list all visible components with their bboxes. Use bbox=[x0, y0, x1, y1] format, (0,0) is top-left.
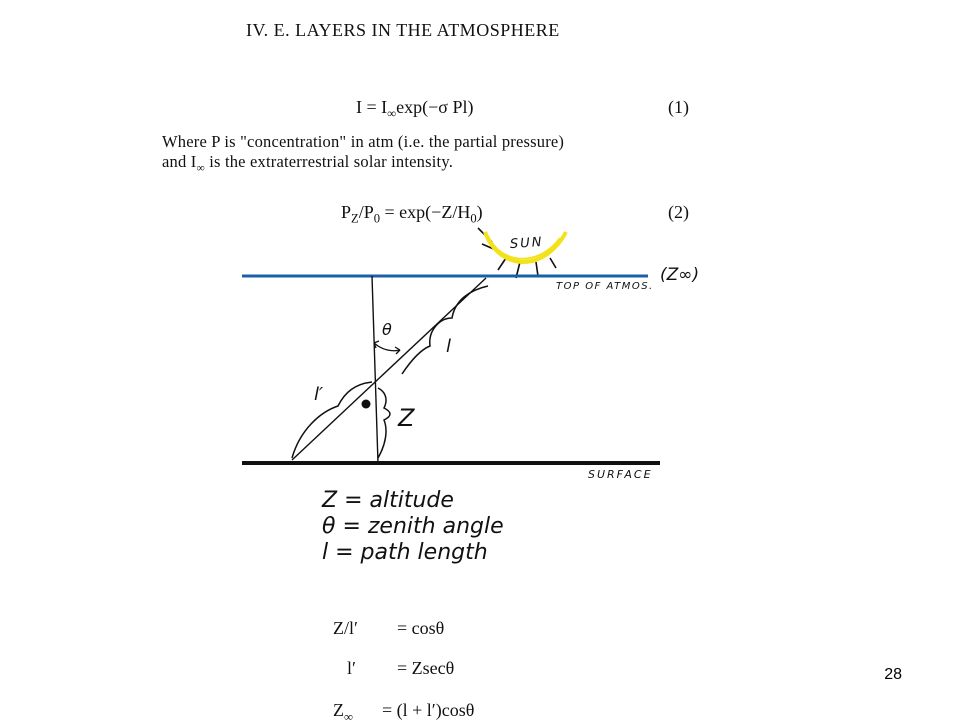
eq1-base: I = I bbox=[356, 97, 388, 117]
sun-label: SUN bbox=[509, 234, 544, 253]
eq2-p0-sub: 0 bbox=[373, 211, 381, 226]
eq4-lhs: l′ bbox=[347, 658, 356, 678]
theta-label: θ bbox=[382, 320, 392, 339]
eq2-rest: = exp(−Z/H bbox=[380, 202, 471, 222]
eq5-rhs: = (l + l′)cosθ bbox=[382, 700, 475, 720]
paragraph-line-2-b: is the extraterrestrial solar intensity. bbox=[204, 152, 454, 171]
slide-number: 28 bbox=[884, 666, 902, 683]
theta-arc bbox=[374, 343, 400, 351]
paragraph-line-1: Where P is "concentration" in atm (i.e. the partial pressure) bbox=[162, 132, 565, 151]
paragraph-line-2-sub: ∞ bbox=[196, 162, 205, 175]
top-of-atmosphere-label: TOP OF ATMOS. bbox=[556, 281, 654, 292]
page-title: IV. E. LAYERS IN THE ATMOSPHERE bbox=[246, 20, 560, 40]
paragraph-line-2-a: and I bbox=[162, 152, 197, 171]
eq5-lhs-a: Z bbox=[333, 700, 344, 720]
equation-2-number: (2) bbox=[668, 202, 689, 222]
vertical-line bbox=[372, 276, 378, 463]
eq1-rest: exp(−σ Pl) bbox=[396, 97, 474, 117]
zinf-label: (Z∞) bbox=[660, 265, 700, 285]
legend-altitude: Z = altitude bbox=[322, 488, 454, 513]
z-brace bbox=[378, 388, 390, 458]
legend-zenith-angle: θ = zenith angle bbox=[322, 514, 504, 539]
eq5-lhs-sub: ∞ bbox=[344, 709, 353, 724]
eq3-lhs: Z/l′ bbox=[333, 618, 358, 638]
equation-5 bbox=[333, 700, 474, 725]
eq2-slash: /P bbox=[358, 202, 374, 222]
l-label: l bbox=[446, 336, 452, 357]
eq4-rhs: = Zsecθ bbox=[397, 658, 455, 678]
l-brace bbox=[402, 286, 488, 374]
eq2-p: P bbox=[341, 202, 352, 222]
point-marker bbox=[362, 400, 371, 409]
lprime-brace bbox=[292, 382, 372, 458]
lprime-label: l′ bbox=[314, 384, 324, 405]
eq2-close: ) bbox=[476, 202, 483, 222]
z-label: Z bbox=[398, 404, 415, 432]
equation-3 bbox=[333, 618, 444, 639]
legend bbox=[322, 488, 504, 566]
legend-path-length: l = path length bbox=[322, 540, 488, 565]
eq1-sub: ∞ bbox=[387, 106, 397, 121]
eq3-rhs: = cosθ bbox=[397, 618, 445, 638]
equation-1-number: (1) bbox=[668, 97, 689, 117]
surface-label: SURFACE bbox=[588, 468, 653, 481]
eq2-h-sub: 0 bbox=[470, 211, 477, 226]
eq2-p-sub: Z bbox=[351, 211, 359, 226]
equation-4 bbox=[333, 658, 454, 679]
